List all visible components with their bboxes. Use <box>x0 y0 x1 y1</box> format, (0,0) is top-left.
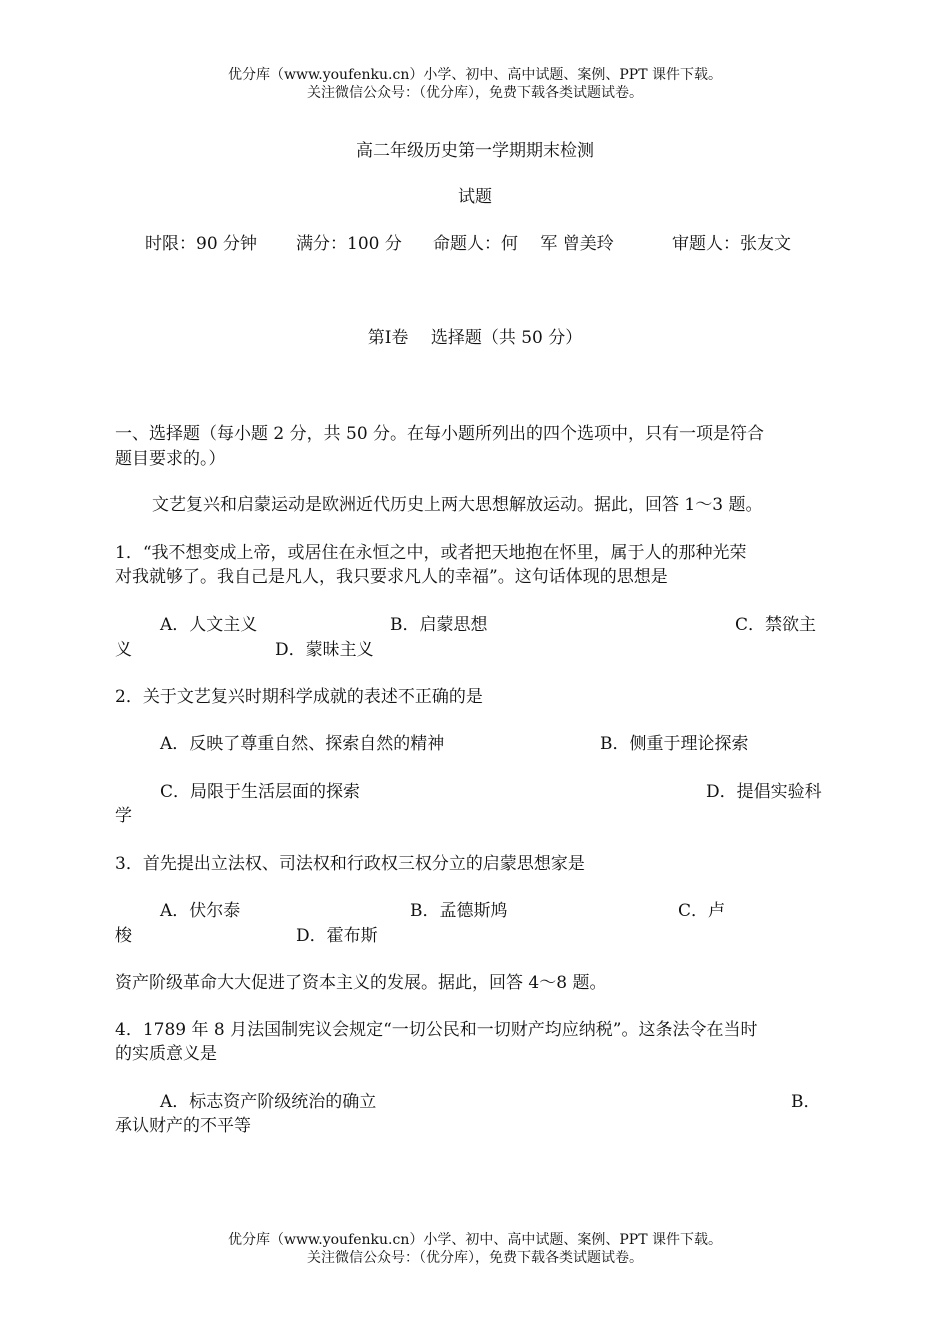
q2-option-b: B．侧重于理论探索 <box>600 734 749 754</box>
time-limit: 时限：90 分钟 <box>145 234 258 254</box>
q3-option-d: D．霍布斯 <box>296 926 378 946</box>
page-subtitle: 试题 <box>458 187 492 207</box>
q1-option-a: A．人文主义 <box>160 615 258 635</box>
q4-stem-line-2: 的实质意义是 <box>115 1044 217 1064</box>
q4-option-b-cont: 承认财产的不平等 <box>115 1116 251 1136</box>
q3-option-a: A．伏尔泰 <box>160 901 241 921</box>
q4-option-a: A．标志资产阶级统治的确立 <box>160 1092 377 1112</box>
q1-stem-line-2: 对我就够了。我自己是凡人，我只要求凡人的幸福”。这句话体现的思想是 <box>115 567 668 587</box>
q1-option-c-cont: 义 <box>115 640 132 660</box>
q1-option-b: B．启蒙思想 <box>390 615 488 635</box>
question-authors: 命题人：何 军 曾美玲 <box>433 234 614 254</box>
instructions-line-2: 题目要求的。） <box>115 449 226 469</box>
page-title: 高二年级历史第一学期期末检测 <box>356 141 594 161</box>
q4-stem-line-1: 4．1789 年 8 月法国制宪议会规定“一切公民和一切财产均应纳税”。这条法令在当时 <box>115 1020 758 1040</box>
q2-stem: 2．关于文艺复兴时期科学成就的表述不正确的是 <box>115 687 483 707</box>
q3-option-c-cont: 梭 <box>115 926 132 946</box>
q2-option-d-cont: 学 <box>115 806 132 826</box>
q3-option-c: C．卢 <box>678 901 726 921</box>
question-reviewer: 审题人：张友文 <box>672 234 791 254</box>
intro-questions-1-3: 文艺复兴和启蒙运动是欧洲近代历史上两大思想解放运动。据此，回答 1～3 题。 <box>152 495 763 515</box>
section-title: 第Ⅰ卷 选择题（共 50 分） <box>367 328 583 348</box>
header-line-1: 优分库（www.youfenku.cn）小学、初中、高中试题、案例、PPT 课件下载。 <box>227 67 722 83</box>
footer-line-2: 关注微信公众号：（优分库），免费下载各类试题试卷。 <box>307 1250 643 1266</box>
q1-option-c: C．禁欲主 <box>735 615 817 635</box>
q2-option-d: D．提倡实验科 <box>706 782 822 802</box>
q4-option-b: B． <box>791 1092 821 1112</box>
q2-option-a: A．反映了尊重自然、探索自然的精神 <box>160 734 445 754</box>
header-line-2: 关注微信公众号：（优分库），免费下载各类试题试卷。 <box>307 85 643 101</box>
q1-stem-line-1: 1．“我不想变成上帝，或居住在永恒之中，或者把天地抱在怀里，属于人的那种光荣 <box>115 543 747 563</box>
instructions-line-1: 一、选择题（每小题 2 分，共 50 分。在每小题所列出的四个选项中，只有一项是符合 <box>115 424 765 444</box>
q1-option-d: D．蒙昧主义 <box>275 640 374 660</box>
q3-option-b: B．孟德斯鸠 <box>410 901 508 921</box>
q2-option-c: C．局限于生活层面的探索 <box>160 782 361 802</box>
intro-questions-4-8: 资产阶级革命大大促进了资本主义的发展。据此，回答 4～8 题。 <box>115 973 607 993</box>
footer-line-1: 优分库（www.youfenku.cn）小学、初中、高中试题、案例、PPT 课件下载。 <box>227 1232 722 1248</box>
full-score: 满分：100 分 <box>296 234 402 254</box>
q3-stem: 3．首先提出立法权、司法权和行政权三权分立的启蒙思想家是 <box>115 854 585 874</box>
